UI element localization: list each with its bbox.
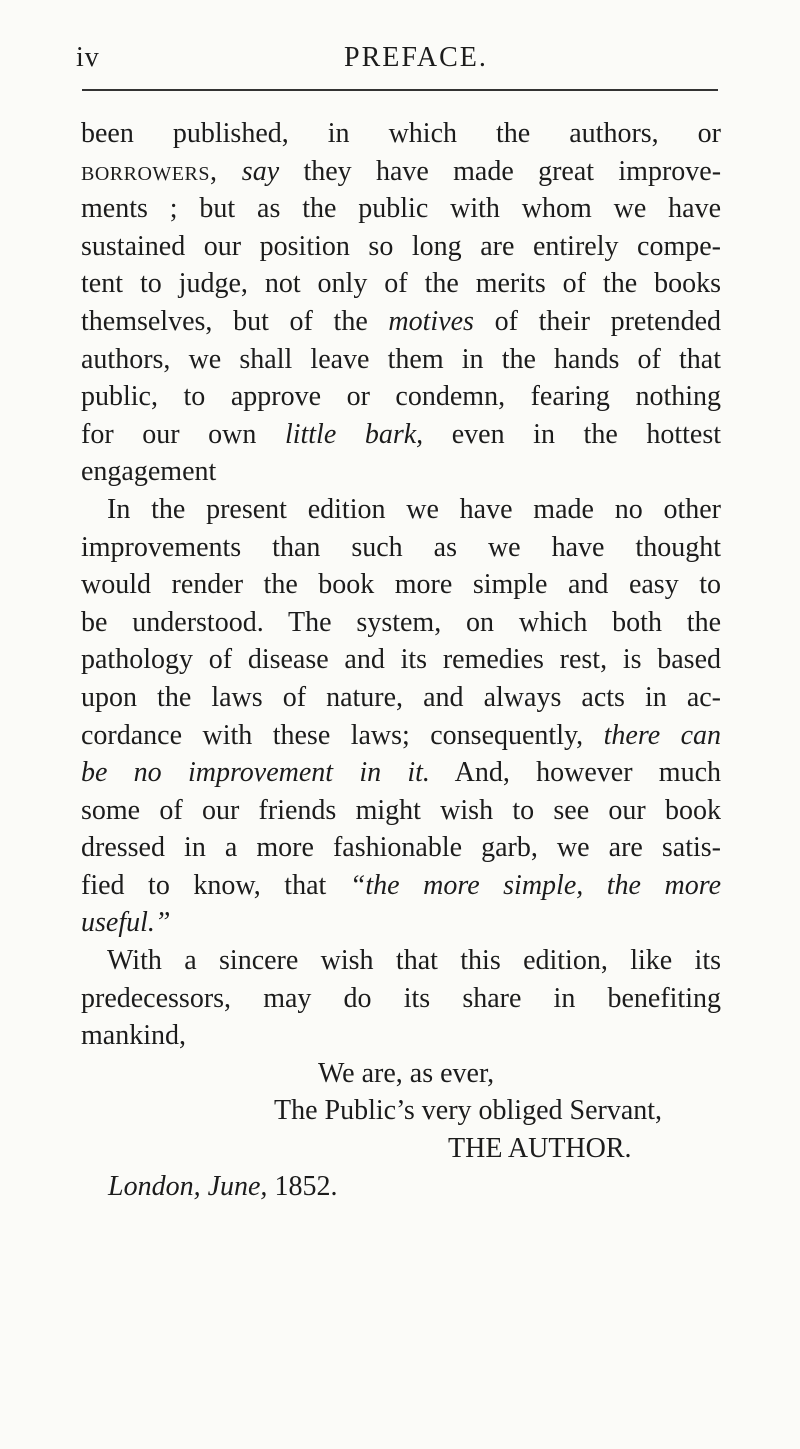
text-line: would render the book more simple and easy to [81,569,721,601]
italic-phrase: little bark, [284,418,424,450]
text-line: pathology of disease and its remedies rest, is based [81,644,721,676]
dateline [81,1168,721,1206]
dateline-month: June, [207,1170,268,1202]
text-line: authors, we shall leave them in the hands of that [81,343,721,375]
closing-body: The Public’s very obliged Servant, [274,1095,663,1127]
header-rule [82,89,718,91]
text-line: sustained our position so long are entirely compe- [81,230,721,262]
line-text: even in the hottest [451,418,721,450]
text-line: dressed in a more fashionable garb, we are satis- [81,832,721,864]
text-line: engagement [81,456,217,488]
text-line: ments ; but as the public with whom we have [81,193,721,225]
line-text: of their pretended [494,305,721,337]
line-text: they have made great improve- [303,155,722,187]
italic-quote: “the more simple, the more [349,869,722,901]
text-line: tent to judge, not only of the merits of the books [81,268,721,300]
line-text: cordance with these laws; consequently, [81,719,584,751]
italic-phrase: there can [603,719,721,751]
dateline-place: London, [108,1170,201,1202]
paragraph-1 [81,115,721,491]
text-line: been published, in which the authors, or [81,118,721,149]
text-line [81,754,721,792]
paragraph-3 [81,942,721,1055]
text-line: With a sincere wish that this edition, like its [107,945,721,977]
paragraph-2 [81,491,721,942]
line-text: And, however much [454,757,721,789]
preface-body [81,115,721,1205]
text-line: upon the laws of nature, and always acts in ac- [81,681,721,713]
closing-block [81,1055,721,1205]
dateline-year: 1852. [274,1170,338,1202]
text-line: In the present edition we have made no other [107,493,721,525]
text-line [81,303,721,341]
line-text: fied to know, that [81,869,327,901]
text-line: improvements than such as we have thought [81,531,721,563]
text-line: public, to approve or condemn, fearing nothing [81,381,721,413]
text-line [81,416,721,454]
text-line: be understood. The system, on which both the [81,606,721,638]
running-title: PREFACE. [344,42,488,73]
text-line [81,153,721,191]
closing-salutation: We are, as ever, [318,1057,495,1089]
text-line [81,904,721,942]
small-caps-word: borrowers, [81,155,218,187]
line-text: for our own [81,418,257,450]
text-line: predecessors, may do its share in benefiting [81,982,721,1014]
text-line [81,717,721,755]
signature: THE AUTHOR. [448,1133,632,1165]
italic-word: say [241,155,280,187]
italic-phrase: be no improvement in it. [81,757,430,789]
page-number: iv [76,42,100,73]
text-line: some of our friends might wish to see our book [81,794,721,826]
italic-quote: useful.” [81,907,171,939]
text-line [81,867,721,905]
line-text: themselves, but of the [81,305,368,337]
text-line: mankind, [81,1020,186,1052]
italic-word: motives [388,305,474,337]
